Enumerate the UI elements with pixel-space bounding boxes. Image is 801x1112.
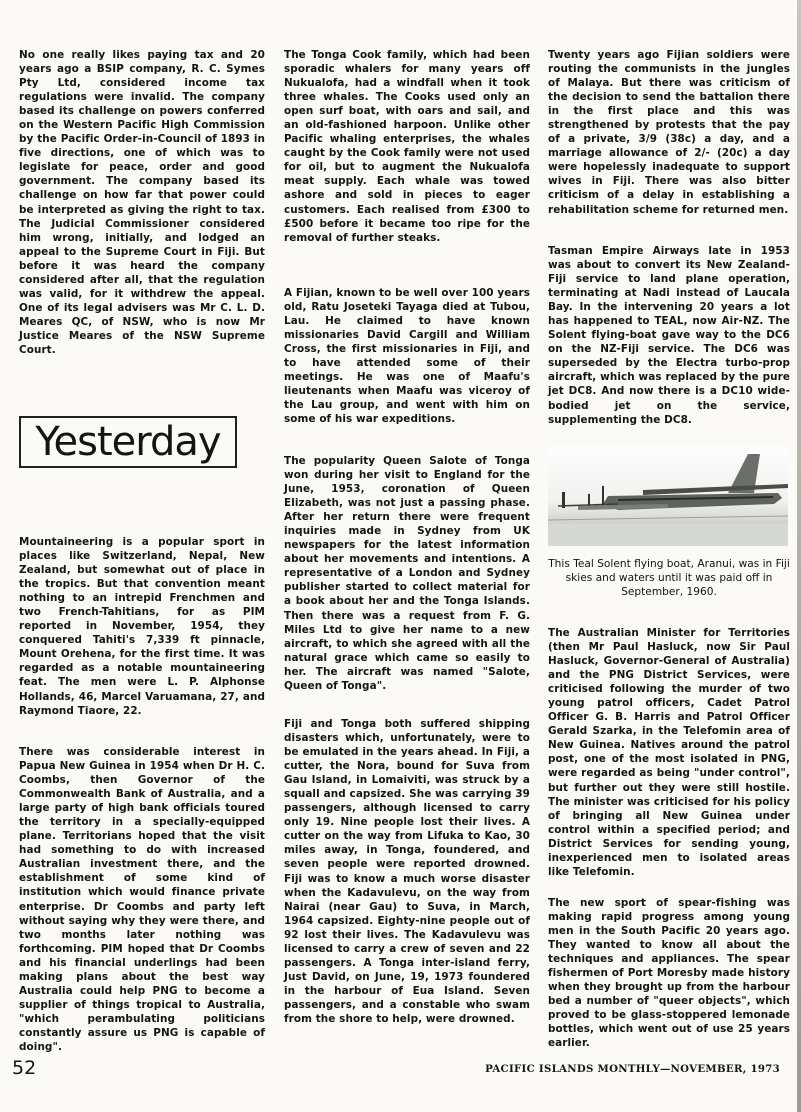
article-tonga-whalers: The Tonga Cook family, which had been sporadic whalers for many years off Nukualofa, had a windfall when it took three whales. The Cooks used only an open surf boat, with oars and sail, and an old-fashioned harpoon. Unlike other Pacific whaling enterprises, the whales caught by the Cook family were not used for oil, but to augment the Nukualofa meat supply. Each whale was towed ashore and sold in pieces to eager customers. Each realised from £300 to £500 before it became too ripe for the removal of further steaks. (284, 49, 530, 244)
page-edge (797, 0, 801, 1112)
article-fijian-centenarian: A Fijian, known to be well over 100 years old, Ratu Joseteki Tayaga died at Tubou, Lau. He claimed to have known missionaries David Cargill and William Cross, the first missionaries in Fiji, and to have attended some of their meetings. He was one of Maafu's lieutenants when Maafu was viceroy of the Lau group, and went with him on some of his war expeditions. (284, 287, 530, 426)
article-tax-challenge: No one really likes paying tax and 20 years ago a BSIP company, R. C. Symes Pty Ltd, considered income tax regulations were invalid. The company based its challenge on powers conferred on the Western Pacific High Commission by the Pacific Order-in-Council of 1893 in five directions, one of which was to legislate for peace, order and good government. The company based its challenge on how far that power could be interpreted as giving the right to tax. The Judicial Commissioner considered him wrong, initially, and lodged an appeal to the Supreme Court in Fiji. But before it was heard the company considered after all, that the regulation was valid, for it withdrew the appeal. One of its legal advisers was Mr C. L. D. Meares QC, of NSW, who is now Mr Justice Meares of the NSW Supreme Court. (19, 49, 265, 356)
page-number: 52 (12, 1057, 37, 1079)
flying-boat-photo (548, 446, 788, 546)
publication-footer: PACIFIC ISLANDS MONTHLY—NOVEMBER, 1973 (485, 1063, 780, 1075)
article-coombs-visit: There was considerable interest in Papua New Guinea in 1954 when Dr H. C. Coombs, then Governor of the Commonwealth Bank of Australia, and a large party of high bank officials toured the territory in a specially-equipped plane. Territorians hoped that the visit had something to do with increased Australian investment there, and the establishment of some kind of institution which would finance private enterprise. Dr Coombs and party left without saying why they were there, and two months later nothing was forthcoming. PIM hoped that Dr Coombs and his financial underlings had been making plans about the best way Australia could help PNG to become a supplier of things tropical to Australia, "which perambulating politicians constantly assure us PNG is capable of doing". (19, 746, 265, 1053)
article-fijian-soldiers: Twenty years ago Fijian soldiers were routing the communists in the jungles of Malaya. But there was criticism of the decision to send the battalion there in the first place and this was strengthened by protests that the pay of a private, 3/9 (38c) a day, and a marriage allowance of 2/- (20c) a day were hopelessly inadequate to support wives in Fiji. There was also bitter criticism of a delay in establishing a rehabilitation scheme for returned men. (548, 49, 790, 216)
article-shipping-disasters: Fiji and Tonga both suffered shipping disasters which, unfortunately, were to be emulated in the years ahead. In Fiji, a cutter, the Nora, bound for Suva from Gau Island, in Lomaiviti, was struck by a squall and capsized. She was carrying 39 passengers, although licensed to carry only 19. Nine people lost their lives. A cutter on the way from Lifuka to Kao, 30 miles away, in Tonga, foundered, and seven people were reported drowned. Fiji was to know a much worse disaster when the Kadavulevu, on the way from Nairai (near Gau) to Suva, in March, 1964 capsized. Eighty-nine people out of 92 lost their lives. The Kadavulevu was licensed to carry a crew of seven and 22 passengers. A Tonga inter-island ferry, Just David, on June, 19, 1973 foundered in the harbour of Eua Island. Seven passengers, and a constable who swam from the shore to help, were drowned. (284, 718, 530, 1025)
article-teal-airways: Tasman Empire Airways late in 1953 was about to convert its New Zealand-Fiji service to land plane operation, terminating at Nadi instead of Laucala Bay. In the intervening 20 years a lot has happened to TEAL, now Air-NZ. The Solent flying-boat gave way to the DC6 on the NZ-Fiji service. The DC6 was superseded by the Electra turbo-prop aircraft, which was replaced by the pure jet DC8. And now there is a DC10 wide-bodied jet on the service, supplementing the DC8. (548, 245, 790, 426)
article-spear-fishing: The new sport of spear-fishing was making rapid progress among young men in the South Pacific 20 years ago. They wanted to know all about the techniques and appliances. The spear fishermen of Port Moresby made history when they brought up from the harbour bed a number of "queer objects", which proved to be glass-stoppered lemonade bottles, which went out of use 25 years earlier. (548, 897, 790, 1050)
article-queen-salote: The popularity Queen Salote of Tonga won during her visit to England for the June, 1953, coronation of Queen Elizabeth, was not just a passing phase. After her return there were frequent inquiries made in Sydney from UK newspapers for the latest information about her movements and intentions. A representative of a London and Sydney publisher started to collect material for a book about her and the Tonga Islands. Then there was a request from F. G. Miles Ltd to give her name to a new aircraft, to which she agreed with all the natural grace which came so easily to her. The aircraft was named "Salote, Queen of Tonga". (284, 455, 530, 692)
photo-caption: This Teal Solent flying boat, Aranui, was in Fiji skies and waters until it was paid off in September, 1960. (548, 558, 790, 598)
section-heading: Yesterday (19, 416, 237, 468)
article-mountaineering: Mountaineering is a popular sport in places like Switzerland, Nepal, New Zealand, but somewhat out of place in the tropics. But that convention meant nothing to an intrepid Frenchmen and two French-Tahitians, for as PIM reported in November, 1954, they conquered Tahiti's 7,339 ft pinnacle, Mount Orehena, for the first time. It was regarded as a notable mountaineering feat. The men were L. P. Alphonse Hollands, 46, Marcel Varuamana, 27, and Raymond Tiaore, 22. (19, 536, 265, 717)
article-telefomin-murders: The Australian Minister for Territories (then Mr Paul Hasluck, now Sir Paul Hasluck, Governor-General of Australia) and the PNG District Services, were criticised following the murder of two young patrol officers, Cadet Patrol Officer G. B. Harris and Patrol Officer Gerald Szarka, in the Telefomin area of New Guinea. Natives around the patrol post, one of the most isolated in PNG, were regarded as being "under control", but further out they were still hostile. The minister was criticised for his policy of bringing all New Guinea under control within a specified period; and District Services for sending young, inexperienced men to isolated areas like Telefomin. (548, 627, 790, 878)
